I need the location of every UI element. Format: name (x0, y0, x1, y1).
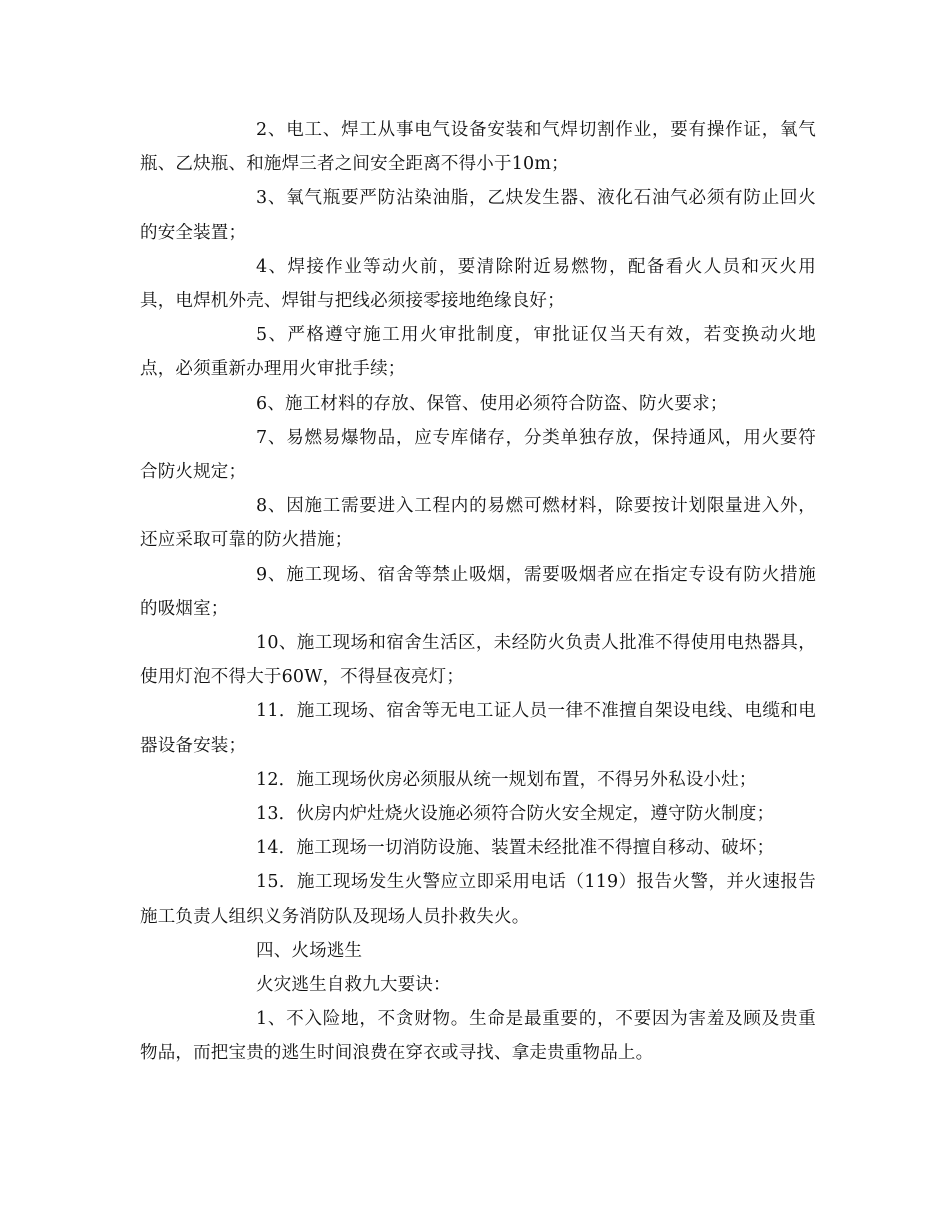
paragraph-rule-4: 4、焊接作业等动火前，要清除附近易燃物，配备看火人员和灭火用具，电焊机外壳、焊钳与把线必须接零接地绝缘良好； (140, 256, 816, 312)
document-body (140, 113, 816, 1071)
paragraph-rule-9: 9、施工现场、宿舍等禁止吸烟，需要吸烟者应在指定专设有防火措施的吸烟室； (140, 564, 816, 619)
paragraph-rule-12: 12．施工现场伙房必须服从统一规划布置，不得另外私设小灶； (256, 769, 757, 790)
paragraph-rule-13: 13．伙房内炉灶烧火设施必须符合防火安全规定，遵守防火制度； (256, 804, 775, 825)
paragraph-rule-2: 2、电工、焊工从事电气设备安装和气焊切割作业，要有操作证，氧气瓶、乙炔瓶、和施焊三者之间安全距离不得小于10m； (140, 120, 816, 175)
paragraph-rule-3: 3、氧气瓶要严防沾染油脂，乙炔发生器、液化石油气必须有防止回火的安全装置； (140, 188, 816, 243)
paragraph-rule-14: 14．施工现场一切消防设施、装置未经批准不得擅自移动、破坏； (256, 838, 775, 859)
paragraph-rule-5: 5、严格遵守施工用火审批制度，审批证仅当天有效，若变换动火地点，必须重新办理用火审批手续； (140, 325, 816, 380)
paragraph-rule-6: 6、施工材料的存放、保管、使用必须符合防盗、防火要求； (256, 393, 728, 414)
paragraph-rule-10: 10、施工现场和宿舍生活区，未经防火负责人批准不得使用电热器具，使用灯泡不得大于60W，不得昼夜亮灯； (140, 633, 816, 688)
paragraph-rule-8: 8、因施工需要进入工程内的易燃可燃材料，除要按计划限量进入外，还应采取可靠的防火措施； (140, 496, 816, 551)
paragraph-rule-15: 15．施工现场发生火警应立即采用电话（119）报告火警，并火速报告施工负责人组织义务消防队及现场人员扑救失火。 (140, 872, 816, 927)
section-heading-fire-escape: 四、火场逃生 (256, 940, 363, 961)
escape-tip-1: 1、不入险地，不贪财物。生命是最重要的，不要因为害羞及顾及贵重物品，而把宝贵的逃生时间浪费在穿衣或寻找、拿走贵重物品上。 (140, 1009, 816, 1064)
escape-tips-intro: 火灾逃生自救九大要诀： (256, 975, 451, 996)
paragraph-rule-7: 7、易燃易爆物品，应专库储存，分类单独存放，保持通风，用火要符合防火规定； (140, 427, 816, 483)
paragraph-rule-11: 11．施工现场、宿舍等无电工证人员一律不准擅自架设电线、电缆和电器设备安装； (140, 701, 816, 756)
